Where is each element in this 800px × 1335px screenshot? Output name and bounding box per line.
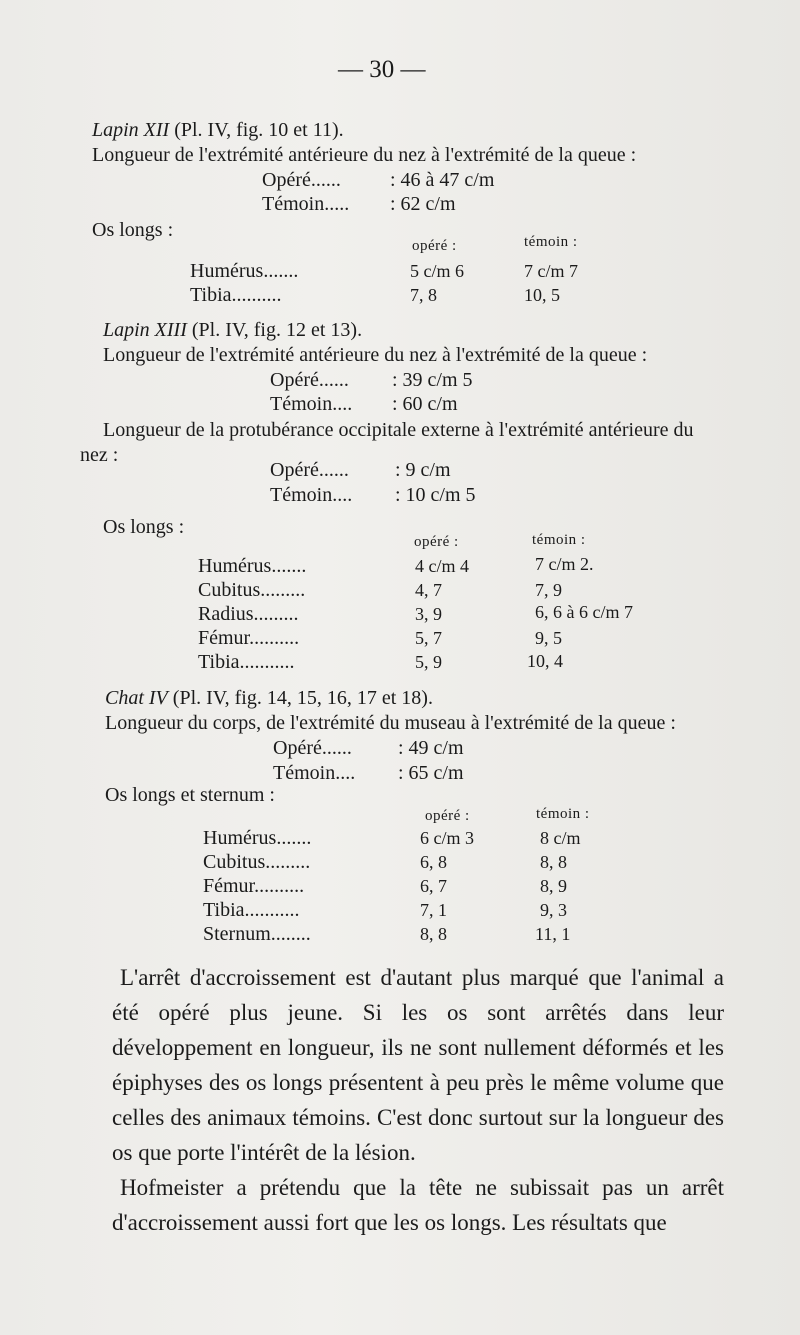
table-row-name: Humérus....... [198, 555, 307, 577]
table-row-opere: 5 c/m 6 [410, 261, 464, 281]
table-row-opere: 4 c/m 4 [415, 556, 469, 576]
page-number: — 30 — [338, 56, 426, 83]
table-row-name: Fémur.......... [198, 627, 300, 649]
paragraph: L'arrêt d'accroissement est d'autant plus marqué que l'animal a été opéré plus jeune. Si les os sont arrêtés dans leur développement en longueur, ils ne sont nullement déformés et les épiphyses des os longs présentent à peu près le même volume que celles des animaux témoins. C'est donc surtout sur la longueur des os que porte l'intérêt de la lésion. [112, 965, 724, 1165]
table-row-temoin: 9, 3 [540, 900, 567, 920]
os-longs-label: Os longs : [103, 516, 185, 538]
table-row-opere: 5, 7 [415, 628, 442, 648]
section-ref: (Pl. IV, fig. 10 et 11). [174, 119, 344, 141]
opere-value: : 49 c/m [398, 737, 464, 759]
table-row-name: Humérus....... [190, 260, 299, 282]
os-longs-label: Os longs : [92, 219, 174, 241]
temoin2-label: Témoin.... [270, 484, 353, 506]
table-row-temoin: 8 c/m [540, 828, 581, 848]
table-row-temoin: 10, 5 [524, 285, 560, 305]
temoin-label: Témoin.... [270, 393, 353, 415]
os-longs-label: Os longs et sternum : [105, 784, 275, 806]
opere-value: : 39 c/m 5 [392, 369, 473, 391]
table-row-name: Radius......... [198, 603, 299, 625]
opere-label: Opéré...... [273, 737, 352, 759]
table-row-opere: 6, 7 [420, 876, 447, 896]
opere-value: : 46 à 47 c/m [390, 169, 495, 191]
length-label: Longueur du corps, de l'extrémité du museau à l'extrémité de la queue : [105, 712, 676, 734]
section-heading-lapin-xii [92, 118, 344, 142]
section-ref: (Pl. IV, fig. 14, 15, 16, 17 et 18). [172, 687, 433, 709]
table-row-temoin: 8, 9 [540, 876, 567, 896]
length2-label: Longueur de la protubérance occipitale externe à l'extrémité antérieure du [103, 419, 694, 441]
table-row-name: Humérus....... [203, 827, 312, 849]
temoin-value: : 65 c/m [398, 762, 464, 784]
table-row-opere: 5, 9 [415, 652, 442, 672]
table-row-temoin: 7 c/m 7 [524, 261, 578, 281]
table-row-opere: 8, 8 [420, 924, 447, 944]
opere2-value: : 9 c/m [395, 459, 451, 481]
length-label: Longueur de l'extrémité antérieure du nez à l'extrémité de la queue : [92, 144, 637, 166]
table-row-opere: 3, 9 [415, 604, 442, 624]
col-opere: opéré : [414, 534, 459, 550]
length-label: Longueur de l'extrémité antérieure du nez à l'extrémité de la queue : [103, 344, 648, 366]
temoin-label: Témoin..... [262, 193, 350, 215]
table-row-name: Tibia........... [198, 651, 295, 673]
temoin-value: : 62 c/m [390, 193, 456, 215]
opere-label: Opéré...... [262, 169, 341, 191]
col-opere: opéré : [412, 238, 457, 254]
table-row-name: Cubitus......... [203, 851, 311, 873]
col-opere: opéré : [425, 808, 470, 824]
table-row-temoin: 7 c/m 2. [535, 554, 594, 574]
table-row-name: Sternum........ [203, 923, 311, 945]
table-row-temoin: 7, 9 [535, 580, 562, 600]
section-title: Lapin XII [92, 119, 170, 141]
col-temoin: témoin : [536, 806, 590, 822]
table-row-temoin: 11, 1 [535, 924, 571, 944]
temoin-value: : 60 c/m [392, 393, 458, 415]
table-row-name: Cubitus......... [198, 579, 306, 601]
table-row-opere: 6, 8 [420, 852, 447, 872]
paragraph: Hofmeister a prétendu que la tête ne subissait pas un arrêt d'accroissement aussi fort que les os longs. Les résultats que [112, 1175, 724, 1235]
table-row-name: Fémur.......... [203, 875, 305, 897]
table-row-temoin: 9, 5 [535, 628, 562, 648]
body-text [112, 960, 724, 1240]
opere2-label: Opéré...... [270, 459, 349, 481]
table-row-name: Tibia........... [203, 899, 300, 921]
table-row-opere: 4, 7 [415, 580, 442, 600]
col-temoin: témoin : [532, 532, 586, 548]
table-row-opere: 7, 8 [410, 285, 437, 305]
table-row-temoin: 10, 4 [527, 651, 563, 671]
opere-label: Opéré...... [270, 369, 349, 391]
table-row-opere: 7, 1 [420, 900, 447, 920]
table-row-temoin: 6, 6 à 6 c/m 7 [535, 602, 633, 622]
section-title: Lapin XIII [103, 319, 187, 341]
section-ref: (Pl. IV, fig. 12 et 13). [191, 319, 363, 341]
temoin-label: Témoin.... [273, 762, 356, 784]
table-row-temoin: 8, 8 [540, 852, 567, 872]
section-heading-lapin-xiii [103, 318, 362, 342]
table-row-name: Tibia.......... [190, 284, 282, 306]
col-temoin: témoin : [524, 234, 578, 250]
section-title: Chat IV [105, 687, 168, 709]
temoin2-value: : 10 c/m 5 [395, 484, 476, 506]
table-row-opere: 6 c/m 3 [420, 828, 474, 848]
section-heading-chat-iv [105, 686, 433, 710]
length2-cont: nez : [80, 444, 119, 466]
